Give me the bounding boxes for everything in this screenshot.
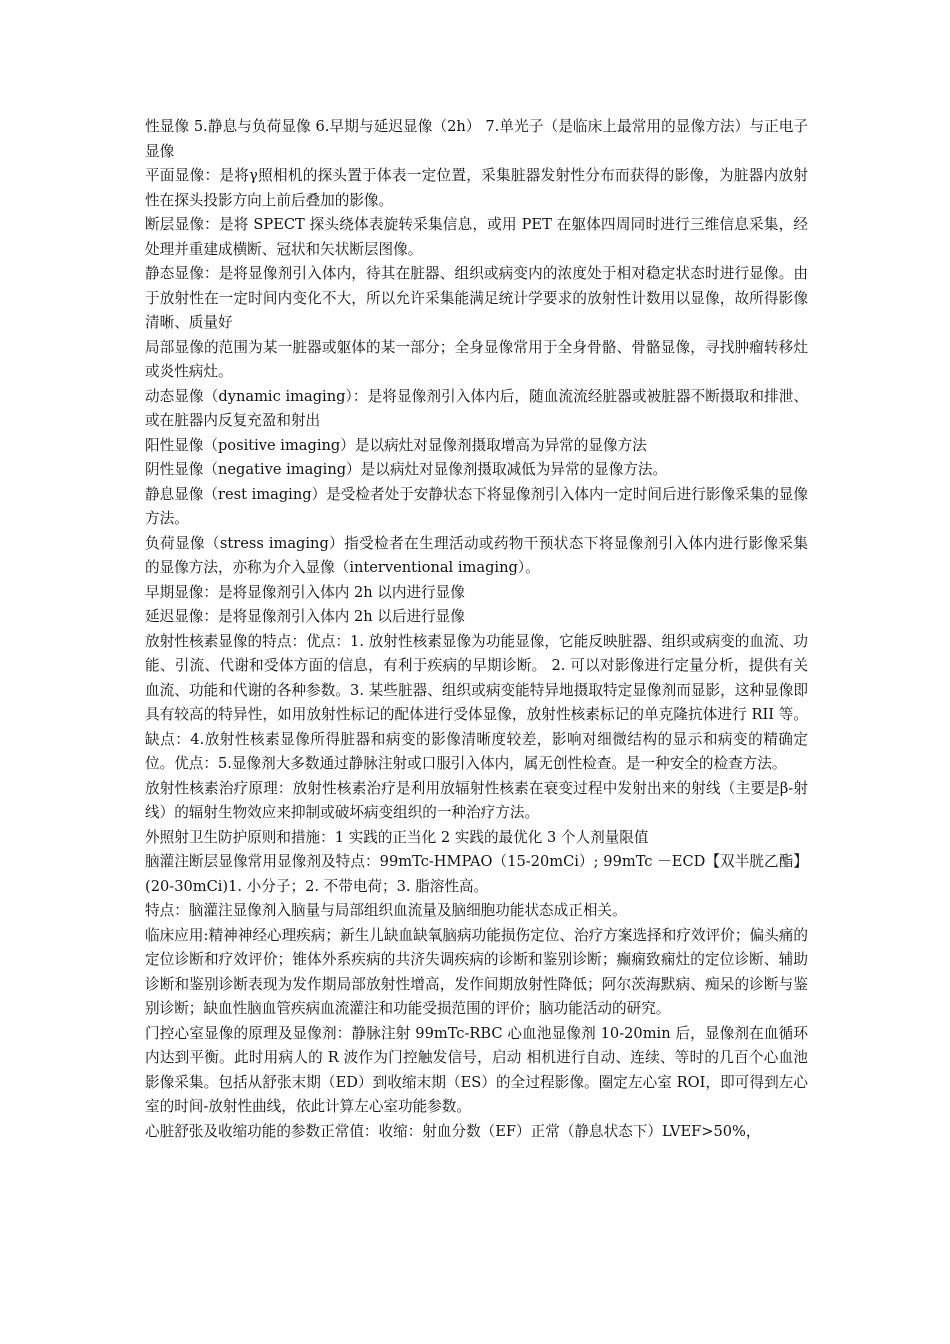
paragraph-static-imaging: 静态显像：是将显像剂引入体内，待其在脏器、组织或病变内的浓度处于相对稳定状态时进行显像。由于放射性在一定时间内变化不大，所以允许采集能满足统计学要求的放射性计数用以显像，故所得影像清晰、质量好 bbox=[145, 265, 808, 331]
document-page bbox=[145, 115, 808, 1144]
paragraph-brain-perfusion-features: 特点：脑灌注显像剂入脑量与局部组织血流量及脑细胞功能状态成正相关。 bbox=[145, 902, 627, 919]
paragraph-dynamic-imaging: 动态显像（dynamic imaging）：是将显像剂引入体内后，随血流流经脏器或被脏器不断摄取和排泄、或在脏器内反复充盈和射出 bbox=[145, 387, 808, 429]
paragraph-planar-imaging: 平面显像：是将γ照相机的探头置于体表一定位置，采集脏器发射性分布而获得的影像，为脏器内放射性在探头投影方向上前后叠加的影像。 bbox=[145, 167, 808, 209]
paragraph-positive-imaging: 阳性显像（positive imaging）是以病灶对显像剂摄取增高为异常的显像方法 bbox=[145, 436, 647, 454]
paragraph-rest-imaging: 静息显像（rest imaging）是受检者处于安静状态下将显像剂引入体内一定时间后进行影像采集的显像方法。 bbox=[145, 485, 808, 527]
paragraph-display-types: 性显像 5.静息与负荷显像 6.早期与延迟显像（2h） 7.单光子（是临床上最常用的显像方法）与正电子显像 bbox=[145, 118, 808, 160]
paragraph-gated-ventricular-imaging: 门控心室显像的原理及显像剂：静脉注射 99mTc-RBC 心血池显像剂 10-20min 后，显像剂在血循环内达到平衡。此时用病人的 R 波作为门控触发信号，启动 相机进行自动、连续、等时的几百个心血池影像采集。包括从舒张末期（ED）到收缩末期（ES）的全过程影像。圈定左心室 ROI，即可得到左心室的时间-放射性曲线，依此计算左心室功能参数。 bbox=[145, 1024, 808, 1115]
paragraph-brain-perfusion-agents: 脑灌注断层显像常用显像剂及特点：99mTc-HMPAO（15-20mCi）; 99mTc －ECD【双半胱乙酯】(20-30mCi)1. 小分子；2. 不带电荷；3. 脂溶性高。 bbox=[145, 853, 808, 895]
paragraph-early-imaging: 早期显像：是将显像剂引入体内 2h 以内进行显像 bbox=[145, 583, 465, 601]
paragraph-cardiac-function-parameters: 心脏舒张及收缩功能的参数正常值：收缩：射血分数（EF）正常（静息状态下）LVEF>50%， bbox=[145, 1122, 761, 1140]
paragraph-negative-imaging: 阴性显像（negative imaging）是以病灶对显像剂摄取减低为异常的显像方法。 bbox=[145, 461, 668, 478]
paragraph-tomographic-imaging: 断层显像：是将 SPECT 探头绕体表旋转采集信息，或用 PET 在躯体四周同时进行三维信息采集，经处理并重建成横断、冠状和矢状断层图像。 bbox=[145, 216, 808, 258]
paragraph-stress-imaging: 负荷显像（stress imaging）指受检者在生理活动或药物干预状态下将显像剂引入体内进行影像采集的显像方法，亦称为介入显像（interventional imaging）。 bbox=[145, 534, 808, 576]
paragraph-clinical-application: 临床应用:精神神经心理疾病；新生儿缺血缺氧脑病功能损伤定位、治疗方案选择和疗效评价；偏头痛的定位诊断和疗效评价；锥体外系疾病的共济失调疾病的诊断和鉴别诊断；癫痫致痫灶的定位诊断、辅助诊断和鉴别诊断表现为发作期局部放射性增高，发作间期放射性降低；阿尔茨海默病、痴呆的诊断与鉴别诊断；缺血性脑血管疾病血流灌注和功能受损范围的评价；脑功能活动的研究。 bbox=[145, 926, 808, 1017]
paragraph-radiation-protection: 外照射卫生防护原则和措施：1 实践的正当化 2 实践的最优化 3 个人剂量限值 bbox=[145, 828, 649, 846]
paragraph-local-whole-body: 局部显像的范围为某一脏器或躯体的某一部分；全身显像常用于全身骨骼、骨骼显像，寻找肿瘤转移灶或炎性病灶。 bbox=[145, 338, 808, 380]
paragraph-imaging-features: 放射性核素显像的特点：优点：1. 放射性核素显像为功能显像，它能反映脏器、组织或病变的血流、功能、引流、代谢和受体方面的信息，有利于疾病的早期诊断。 2. 可以对影像进行定量分析，提供有关血流、功能和代谢的各种参数。3. 某些脏器、组织或病变能特异地摄取特定显像剂而显影，这种显像即具有较高的特异性，如用放射性标记的配体进行受体显像，放射性核素标记的单克隆抗体进行 RII 等。缺点：4.放射性核素显像所得脏器和病变的影像清晰度较差，影响对细微结构的显示和病变的精确定位。优点：5.显像剂大多数通过静脉注射或口服引入体内，属无创性检查。是一种安全的检查方法。 bbox=[145, 632, 808, 772]
paragraph-delayed-imaging: 延迟显像：是将显像剂引入体内 2h 以后进行显像 bbox=[145, 608, 465, 625]
paragraph-therapy-principle: 放射性核素治疗原理：放射性核素治疗是利用放辐射性核素在衰变过程中发射出来的射线（主要是β-射线）的辐射生物效应来抑制或破坏病变组织的一种治疗方法。 bbox=[145, 779, 808, 821]
